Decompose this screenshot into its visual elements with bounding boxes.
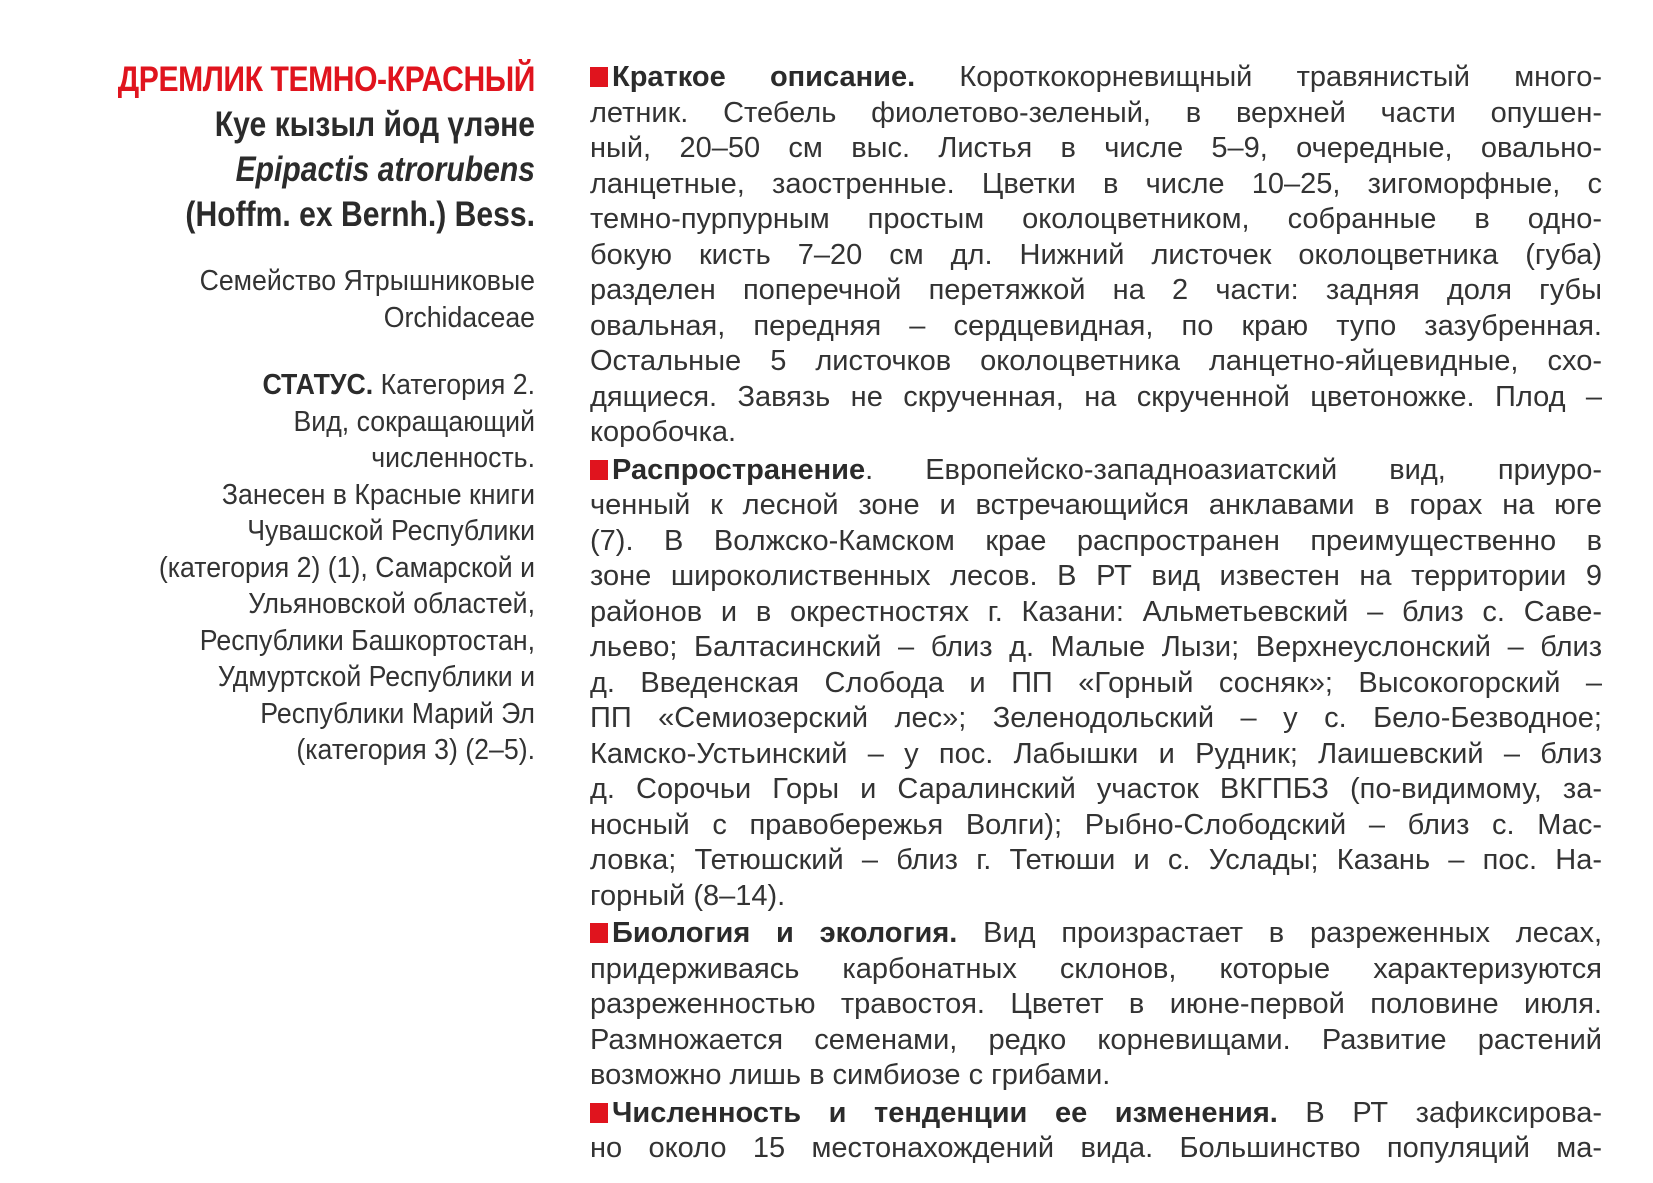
text-line: ченный к лесной зоне и встречающийся анклавами в горах на юге — [590, 489, 1602, 521]
status-text: Категория 2. — [373, 369, 535, 401]
text-line: ный, 20–50 см выс. Листья в числе 5–9, очередные, овально- — [590, 132, 1602, 164]
species-title-ru: ДРЕМЛИК ТЕМНО-КРАСНЫЙ — [117, 60, 536, 99]
text-line: д. Сорочьи Горы и Саралинский участок ВКГПБЗ (по-видимому, за- — [590, 773, 1602, 805]
section-heading: Биология и экология. — [612, 917, 958, 949]
text-line: темно-пурпурным простым околоцветником, собранные в одно- — [590, 203, 1602, 235]
section-biology — [590, 916, 1602, 1094]
section-distribution — [590, 453, 1602, 915]
species-author: (Hoffm. ex Bernh.) Bess. — [185, 195, 535, 234]
text-line — [590, 453, 1602, 489]
text-line: (7). В Волжско-Камском крае распространен преимущественно в — [590, 524, 1602, 557]
line-text: В РТ зафиксирова- — [1277, 1096, 1602, 1129]
text-line: Остальные 5 листочков околоцветника ланцетно-яйцевидные, схо- — [590, 345, 1602, 377]
text-line: но около 15 местонахождений вида. Большинство популяций ма- — [590, 1132, 1602, 1164]
text-line: Камско-Устьинский – у пос. Лабышки и Рудник; Лаишевский – близ — [590, 737, 1602, 770]
text-line: коробочка. — [590, 416, 737, 448]
text-line: разделен поперечной перетяжкой на 2 части: задняя доля губы — [590, 274, 1602, 306]
text-line: зоне широколиственных лесов. В РТ вид известен на территории 9 — [590, 560, 1602, 592]
text-line: летник. Стебель фиолетово-зеленый, в верхней части опушен- — [590, 96, 1602, 129]
line-text: Вид произрастает в разреженных лесах, — [957, 917, 1603, 949]
status-line: Ульяновской областей, — [248, 588, 535, 620]
text-line — [590, 916, 1602, 952]
status-line: Республики Марий Эл — [260, 697, 535, 730]
section-heading: Краткое описание. — [612, 61, 916, 93]
line-text: . Европейско-западноазиатский вид, приуро- — [865, 453, 1602, 486]
family-ru: Семейство Ятрышниковые — [199, 265, 535, 297]
species-body — [590, 60, 1602, 1167]
section-abundance — [590, 1096, 1602, 1167]
family-block — [80, 263, 535, 337]
species-title-latin: Epipactis atrorubens — [235, 150, 535, 189]
section-heading: Распространение — [612, 453, 866, 486]
text-line: носный с правобережья Волги); Рыбно-Слободский – близ с. Мас- — [590, 808, 1602, 841]
text-line — [590, 1096, 1602, 1132]
text-line: возможно лишь в симбиозе с грибами. — [590, 1059, 1111, 1091]
text-line: придерживаясь карбонатных склонов, которые характеризуются — [590, 952, 1602, 985]
text-line: овальная, передняя – сердцевидная, по краю тупо зазубренная. — [590, 309, 1602, 342]
text-line: ловка; Тетюшский – близ г. Тетюши и с. Услады; Казань – пос. На- — [590, 844, 1602, 876]
section-heading: Численность и тенденции ее изменения. — [612, 1096, 1278, 1129]
section-marker-icon — [590, 1103, 608, 1123]
section-marker-icon — [590, 460, 608, 480]
status-line: Чувашской Республики — [247, 515, 535, 547]
text-line: льево; Балтасинский – близ д. Малые Лызи; Верхнеуслонский – близ — [590, 631, 1602, 663]
text-line: бокую кисть 7–20 см дл. Нижний листочек околоцветника (губа) — [590, 238, 1602, 271]
status-line: Республики Башкортостан, — [199, 624, 535, 657]
text-line: Размножается семенами, редко корневищами. Развитие растений — [590, 1023, 1602, 1056]
text-line: ланцетные, заостренные. Цветки в числе 10–25, зигоморфные, с — [590, 167, 1602, 200]
section-marker-icon — [590, 923, 608, 943]
family-latin: Orchidaceae — [383, 302, 535, 334]
status-line — [80, 367, 535, 404]
status-line: численность. — [371, 442, 535, 474]
text-line: ПП «Семиозерский лес»; Зеленодольский – у с. Бело-Безводное; — [590, 702, 1602, 734]
section-description — [590, 60, 1602, 451]
section-marker-icon — [590, 67, 608, 87]
text-line: горный (8–14). — [590, 879, 786, 912]
text-line: д. Введенская Слобода и ПП «Горный сосняк»; Высокогорский – — [590, 666, 1602, 699]
text-line: разреженностью травостоя. Цветет в июне-первой половине июля. — [590, 988, 1602, 1020]
status-heading: СТАТУС. — [262, 369, 374, 401]
text-line — [590, 60, 1602, 96]
species-header — [40, 58, 535, 769]
status-block — [40, 367, 535, 769]
status-line: Занесен в Красные книги — [221, 478, 535, 511]
status-line: (категория 2) (1), Самарской и — [158, 551, 535, 584]
species-title-tatar: Куе кызыл йод үләне — [214, 105, 535, 144]
status-line: (категория 3) (2–5). — [296, 734, 535, 766]
line-text: Короткокорневищный травянистый много- — [915, 61, 1603, 93]
text-line: районов и в окрестностях г. Казани: Альметьевский – близ с. Саве- — [590, 595, 1602, 628]
status-line: Вид, сокращающий — [293, 405, 535, 438]
status-line: Удмуртской Республики и — [217, 661, 535, 693]
text-line: дящиеся. Завязь не скрученная, на скрученной цветоножке. Плод – — [590, 380, 1602, 413]
